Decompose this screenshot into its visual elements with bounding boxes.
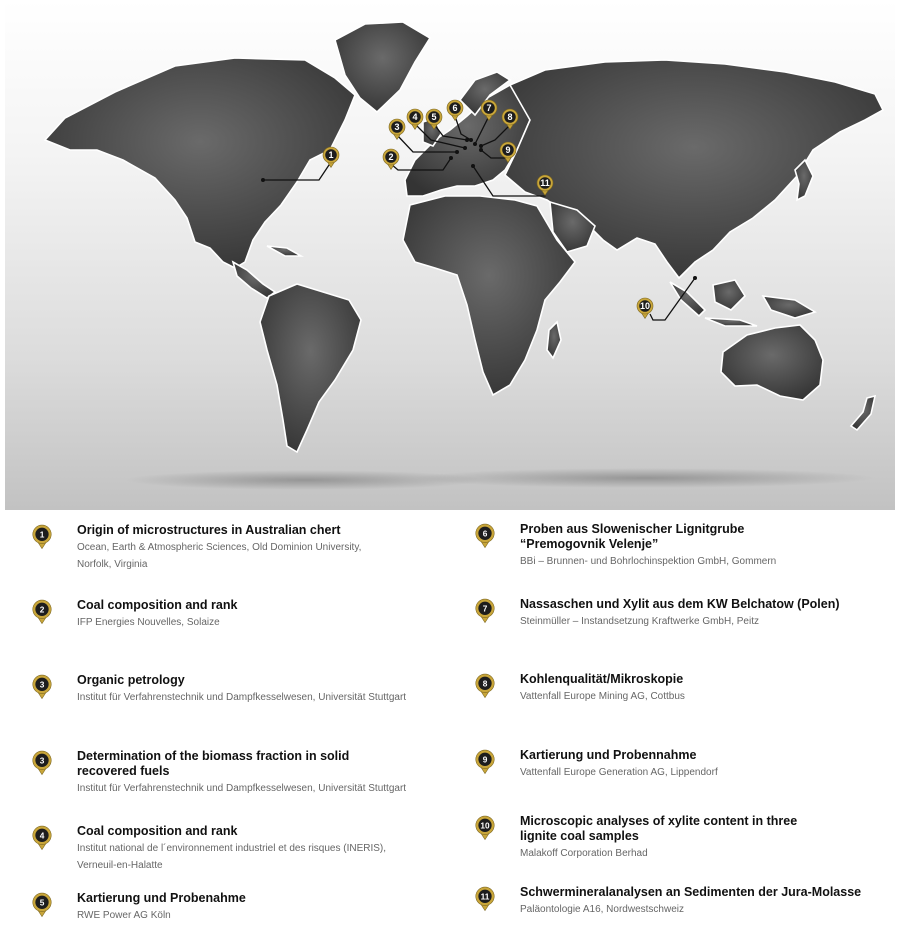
pin-number: 6 bbox=[452, 102, 458, 113]
map-pin-9[interactable] bbox=[476, 750, 494, 774]
map-pin-1[interactable] bbox=[33, 525, 51, 549]
map-pin-5[interactable] bbox=[33, 893, 51, 917]
legend-subtitle bbox=[520, 613, 759, 630]
pin-number: 2 bbox=[39, 604, 45, 615]
legend-title-line: Determination of the biomass fraction in solid bbox=[77, 749, 350, 763]
legend-subtitle bbox=[77, 539, 361, 573]
legend-title bbox=[520, 814, 797, 844]
pin-number: 7 bbox=[486, 102, 492, 113]
legend-subtitle bbox=[520, 901, 684, 918]
pin-number: 8 bbox=[507, 111, 513, 122]
map-pin-4[interactable] bbox=[407, 109, 423, 129]
legend-subtitle bbox=[77, 614, 220, 631]
legend-subtitle-line: Paläontologie A16, Nordwestschweiz bbox=[520, 904, 684, 915]
legend-pin-icon bbox=[30, 749, 54, 779]
legend-pin-icon bbox=[473, 522, 497, 552]
legend-subtitle-line: Ocean, Earth & Atmospheric Sciences, Old Dominion University, bbox=[77, 542, 362, 553]
sumatra bbox=[670, 282, 705, 316]
legend-title-line: lignite coal samples bbox=[520, 829, 639, 843]
legend-pin-icon bbox=[30, 891, 54, 921]
legend-pin-icon bbox=[473, 814, 497, 844]
pin-number: 9 bbox=[505, 144, 511, 155]
africa bbox=[403, 196, 575, 395]
map-pin-2[interactable] bbox=[383, 149, 399, 169]
legend-title-line: Schwermineralanalysen an Sedimenten der Jura-Molasse bbox=[520, 885, 862, 899]
legend-title-line: Kartierung und Probenahme bbox=[77, 891, 246, 905]
australia bbox=[721, 325, 823, 400]
pin-number: 1 bbox=[39, 529, 45, 540]
north-america bbox=[45, 58, 355, 268]
map-pin-10[interactable] bbox=[476, 816, 494, 840]
pin-number: 9 bbox=[482, 754, 488, 765]
pin-number: 3 bbox=[394, 121, 400, 132]
legend-subtitle-line: IFP Energies Nouvelles, Solaize bbox=[77, 617, 220, 628]
map-pin-4[interactable] bbox=[33, 826, 51, 850]
legend-title-line: Proben aus Slowenischer Lignitgrube bbox=[520, 522, 745, 536]
new-guinea bbox=[763, 296, 815, 318]
legend-subtitle-line: Institut national de l´environnement industriel et des risques (INERIS), bbox=[77, 843, 387, 854]
legend-subtitle bbox=[77, 907, 171, 924]
legend-subtitle bbox=[77, 780, 406, 797]
legend-pin-icon bbox=[30, 824, 54, 854]
legend-subtitle-line: Institut für Verfahrenstechnik und Dampfkesselwesen, Universität Stuttgart bbox=[77, 783, 407, 794]
legend-pin-icon bbox=[473, 885, 497, 915]
caribbean bbox=[267, 246, 301, 256]
legend-subtitle bbox=[520, 688, 685, 705]
legend-subtitle-line: RWE Power AG Köln bbox=[77, 910, 171, 921]
legend-subtitle bbox=[77, 840, 386, 874]
legend-title bbox=[77, 598, 237, 613]
pin-number: 7 bbox=[482, 603, 488, 614]
legend-pin-icon bbox=[473, 597, 497, 627]
java bbox=[705, 318, 757, 326]
world-map bbox=[5, 0, 895, 510]
legend-title bbox=[77, 673, 185, 688]
pin-number: 5 bbox=[39, 897, 45, 908]
legend-pin-icon bbox=[30, 523, 54, 553]
legend-subtitle-line: Malakoff Corporation Berhad bbox=[520, 848, 648, 859]
pin-number: 1 bbox=[328, 149, 334, 160]
borneo bbox=[713, 280, 745, 310]
pin-number: 8 bbox=[482, 678, 488, 689]
map-pin-6[interactable] bbox=[476, 524, 494, 548]
world-map-svg bbox=[5, 0, 895, 510]
pin-number: 11 bbox=[480, 891, 490, 902]
legend-title-line: “Premogovnik Velenje” bbox=[520, 537, 659, 551]
legend-title-line: Origin of microstructures in Australian chert bbox=[77, 523, 341, 537]
legend-title bbox=[77, 891, 246, 906]
legend-title bbox=[520, 748, 696, 763]
legend-title-line: Microscopic analyses of xylite content in three bbox=[520, 814, 798, 828]
legend-subtitle bbox=[520, 553, 776, 570]
map-pin-3[interactable] bbox=[33, 751, 51, 775]
map-pin-2[interactable] bbox=[33, 600, 51, 624]
pin-number: 6 bbox=[482, 528, 488, 539]
pin-number: 2 bbox=[388, 151, 394, 162]
legend-title bbox=[520, 672, 683, 687]
legend-pin-icon bbox=[473, 672, 497, 702]
pin-number: 10 bbox=[639, 300, 651, 311]
legend-pin-icon bbox=[473, 748, 497, 778]
new-zealand bbox=[851, 396, 875, 430]
pin-number: 3 bbox=[39, 679, 45, 690]
map-pin-8[interactable] bbox=[476, 674, 494, 698]
legend-subtitle-line: Institut für Verfahrenstechnik und Dampfkesselwesen, Universität Stuttgart bbox=[77, 692, 407, 703]
pin-number: 3 bbox=[39, 755, 45, 766]
legend-subtitle-line: Norfolk, Virginia bbox=[77, 559, 148, 570]
map-pin-3[interactable] bbox=[33, 675, 51, 699]
map-pin-7[interactable] bbox=[476, 599, 494, 623]
legend-subtitle bbox=[520, 845, 648, 862]
map-pin-3[interactable] bbox=[389, 119, 405, 139]
map-pin-11[interactable] bbox=[476, 887, 494, 911]
legend-subtitle-line: Verneuil-en-Halatte bbox=[77, 860, 163, 871]
pin-number: 4 bbox=[39, 830, 45, 841]
legend-subtitle bbox=[77, 689, 406, 706]
map-pin-1[interactable] bbox=[323, 147, 339, 167]
legend-subtitle-line: Vattenfall Europe Generation AG, Lippendorf bbox=[520, 767, 718, 778]
map-pin-6[interactable] bbox=[447, 100, 463, 120]
legend-subtitle-line: BBi – Brunnen- und Bohrlochinspektion GmbH, Gommern bbox=[520, 556, 777, 567]
legend-title bbox=[77, 824, 237, 839]
legend-title-line: Coal composition and rank bbox=[77, 824, 238, 838]
legend-title bbox=[520, 522, 744, 552]
legend-pin-icon bbox=[30, 598, 54, 628]
legend-title-line: Nassaschen und Xylit aus dem KW Belchatow (Polen) bbox=[520, 597, 840, 611]
pin-number: 11 bbox=[540, 177, 550, 188]
central-america bbox=[233, 262, 275, 298]
legend-title bbox=[77, 523, 340, 538]
legend-title-line: recovered fuels bbox=[77, 764, 170, 778]
legend-title-line: Kohlenqualität/Mikroskopie bbox=[520, 672, 684, 686]
south-america bbox=[260, 284, 361, 452]
legend-subtitle-line: Vattenfall Europe Mining AG, Cottbus bbox=[520, 691, 685, 702]
legend-title-line: Coal composition and rank bbox=[77, 598, 238, 612]
legend-pin-icon bbox=[30, 673, 54, 703]
legend-title bbox=[520, 597, 840, 612]
legend-title-line: Kartierung und Probennahme bbox=[520, 748, 697, 762]
legend-subtitle-line: Steinmüller – Instandsetzung Kraftwerke GmbH, Peitz bbox=[520, 616, 759, 627]
pin-number: 5 bbox=[431, 111, 437, 122]
pin-number: 10 bbox=[480, 820, 490, 831]
madagascar bbox=[547, 322, 561, 358]
legend-title bbox=[77, 749, 349, 779]
legend-subtitle bbox=[520, 764, 718, 781]
legend-title bbox=[520, 885, 861, 900]
legend-title-line: Organic petrology bbox=[77, 673, 185, 687]
pin-number: 4 bbox=[412, 111, 418, 122]
